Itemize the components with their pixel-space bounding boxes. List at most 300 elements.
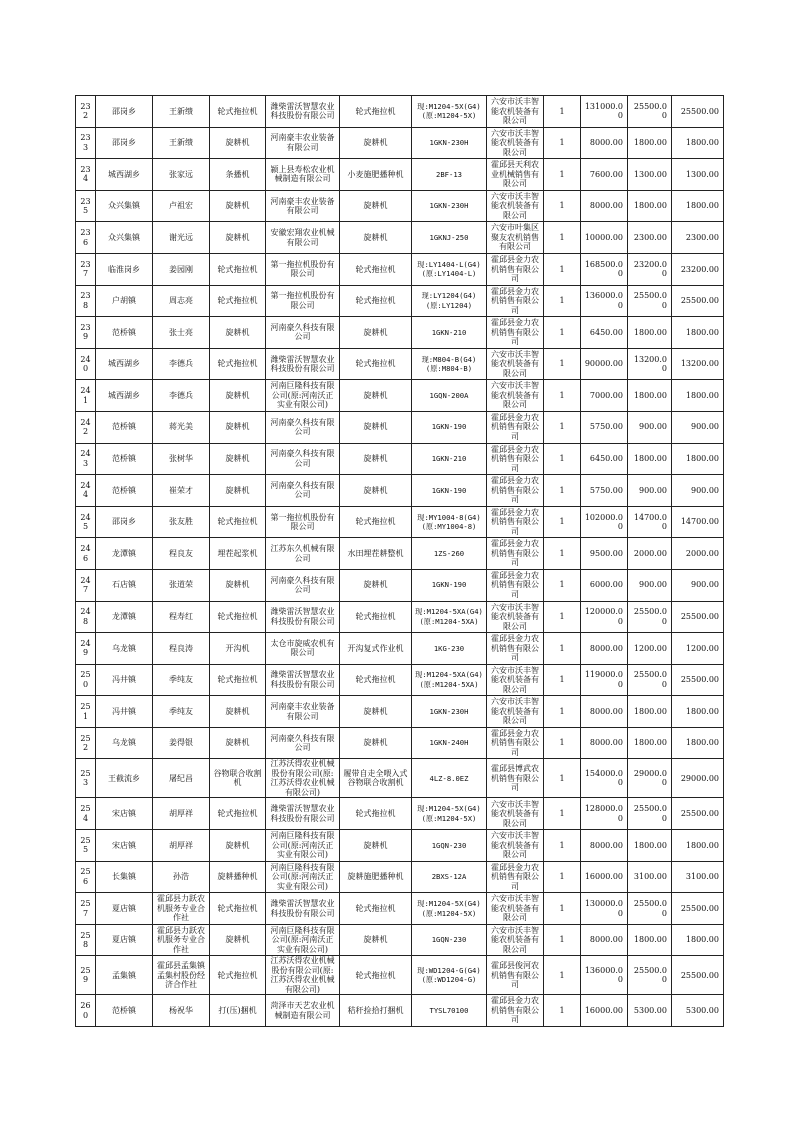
total-subsidy-cell: 1800.00	[672, 127, 724, 159]
model-cell: 1GKN-190	[412, 475, 487, 507]
manufacturer-cell: 潍柴雷沃智慧农业科技股份有限公司	[266, 601, 340, 633]
township-cell: 乌龙镇	[96, 727, 153, 759]
subsidy-table	[75, 95, 724, 1027]
dealer-cell: 霍邱县金力农机销售有限公司	[487, 285, 544, 317]
sale-price-cell: 6450.00	[581, 317, 628, 349]
machine-category-cell: 旋耕机	[210, 411, 266, 443]
dealer-cell: 六安市沃丰智能农机装备有限公司	[487, 664, 544, 696]
table-row	[76, 759, 724, 798]
sale-price-cell: 119000.00	[581, 664, 628, 696]
quantity-cell: 1	[544, 893, 581, 925]
machine-category-cell: 轮式拖拉机	[210, 798, 266, 830]
product-name-cell: 轮式拖拉机	[340, 506, 412, 538]
township-cell: 夏店镇	[96, 924, 153, 956]
machine-category-cell: 埋茬起浆机	[210, 538, 266, 570]
model-cell: 现:WD1204-G(G4)(原:WD1204-G)	[412, 956, 487, 995]
total-subsidy-cell: 1800.00	[672, 924, 724, 956]
dealer-cell: 六安市沃丰智能农机装备有限公司	[487, 96, 544, 128]
township-cell: 范桥镇	[96, 995, 153, 1027]
total-subsidy-cell: 23200.00	[672, 253, 724, 285]
table-row	[76, 190, 724, 222]
table-row	[76, 830, 724, 862]
table-row	[76, 538, 724, 570]
product-name-cell: 秸秆捡拾打捆机	[340, 995, 412, 1027]
row-number-cell: 255	[76, 830, 96, 862]
dealer-cell: 霍邱县金力农机销售有限公司	[487, 569, 544, 601]
product-name-cell: 轮式拖拉机	[340, 601, 412, 633]
product-name-cell: 旋耕机	[340, 190, 412, 222]
machine-category-cell: 开沟机	[210, 633, 266, 665]
dealer-cell: 六安市沃丰智能农机装备有限公司	[487, 190, 544, 222]
manufacturer-cell: 第一拖拉机股份有限公司	[266, 506, 340, 538]
row-number-cell: 260	[76, 995, 96, 1027]
dealer-cell: 霍邱县金力农机销售有限公司	[487, 443, 544, 475]
manufacturer-cell: 河南巨隆科技有限公司(原:河南沃正实业有限公司)	[266, 861, 340, 893]
manufacturer-cell: 潍柴雷沃智慧农业科技股份有限公司	[266, 96, 340, 128]
model-cell: 1KG-230	[412, 633, 487, 665]
model-cell: 1GQN-230	[412, 924, 487, 956]
manufacturer-cell: 河南豪久科技有限公司	[266, 727, 340, 759]
model-cell: 1GKN-210	[412, 443, 487, 475]
product-name-cell: 轮式拖拉机	[340, 798, 412, 830]
quantity-cell: 1	[544, 285, 581, 317]
dealer-cell: 霍邱县金力农机销售有限公司	[487, 506, 544, 538]
sale-price-cell: 8000.00	[581, 633, 628, 665]
total-subsidy-cell: 1300.00	[672, 159, 724, 191]
machine-category-cell: 谷物联合收割机	[210, 759, 266, 798]
quantity-cell: 1	[544, 727, 581, 759]
quantity-cell: 1	[544, 759, 581, 798]
sale-price-cell: 168500.00	[581, 253, 628, 285]
dealer-cell: 六安市沃丰智能农机装备有限公司	[487, 798, 544, 830]
model-cell: 1GKN-210	[412, 317, 487, 349]
buyer-name-cell: 霍邱县力跃农机服务专业合作社	[153, 893, 210, 925]
product-name-cell: 旋耕机	[340, 222, 412, 254]
township-cell: 邵岗乡	[96, 506, 153, 538]
machine-category-cell: 旋耕播种机	[210, 861, 266, 893]
buyer-name-cell: 张家远	[153, 159, 210, 191]
product-name-cell: 旋耕机	[340, 727, 412, 759]
product-name-cell: 旋耕机	[340, 924, 412, 956]
quantity-cell: 1	[544, 506, 581, 538]
product-name-cell: 小麦施肥播种机	[340, 159, 412, 191]
machine-category-cell: 打(压)捆机	[210, 995, 266, 1027]
dealer-cell: 霍邱县金力农机销售有限公司	[487, 475, 544, 507]
sale-price-cell: 6000.00	[581, 569, 628, 601]
central-subsidy-cell: 1800.00	[628, 380, 672, 412]
central-subsidy-cell: 25500.00	[628, 664, 672, 696]
table-row	[76, 924, 724, 956]
row-number-cell: 233	[76, 127, 96, 159]
total-subsidy-cell: 25500.00	[672, 893, 724, 925]
product-name-cell: 履带自走全喂入式谷物联合收割机	[340, 759, 412, 798]
manufacturer-cell: 第一拖拉机股份有限公司	[266, 253, 340, 285]
buyer-name-cell: 姜园刚	[153, 253, 210, 285]
table-body	[76, 96, 724, 1027]
model-cell: 现:MY1004-8(G4)(原:MY1004-8)	[412, 506, 487, 538]
total-subsidy-cell: 29000.00	[672, 759, 724, 798]
total-subsidy-cell: 900.00	[672, 569, 724, 601]
manufacturer-cell: 河南巨隆科技有限公司(原:河南沃正实业有限公司)	[266, 830, 340, 862]
sale-price-cell: 90000.00	[581, 348, 628, 380]
buyer-name-cell: 胡厚祥	[153, 798, 210, 830]
dealer-cell: 霍邱县金力农机销售有限公司	[487, 633, 544, 665]
quantity-cell: 1	[544, 664, 581, 696]
buyer-name-cell: 王新缋	[153, 127, 210, 159]
model-cell: 1ZS-260	[412, 538, 487, 570]
quantity-cell: 1	[544, 411, 581, 443]
table-row	[76, 411, 724, 443]
township-cell: 孟集镇	[96, 956, 153, 995]
model-cell: 1GKNJ-250	[412, 222, 487, 254]
dealer-cell: 六安市沃丰智能农机装备有限公司	[487, 893, 544, 925]
product-name-cell: 轮式拖拉机	[340, 96, 412, 128]
product-name-cell: 旋耕机	[340, 127, 412, 159]
sale-price-cell: 16000.00	[581, 861, 628, 893]
township-cell: 范桥镇	[96, 443, 153, 475]
sale-price-cell: 8000.00	[581, 696, 628, 728]
dealer-cell: 霍邱县金力农机销售有限公司	[487, 727, 544, 759]
row-number-cell: 258	[76, 924, 96, 956]
machine-category-cell: 轮式拖拉机	[210, 285, 266, 317]
row-number-cell: 241	[76, 380, 96, 412]
row-number-cell: 253	[76, 759, 96, 798]
sale-price-cell: 7600.00	[581, 159, 628, 191]
sale-price-cell: 7000.00	[581, 380, 628, 412]
buyer-name-cell: 张士亮	[153, 317, 210, 349]
central-subsidy-cell: 25500.00	[628, 285, 672, 317]
row-number-cell: 245	[76, 506, 96, 538]
row-number-cell: 256	[76, 861, 96, 893]
central-subsidy-cell: 1800.00	[628, 924, 672, 956]
sale-price-cell: 8000.00	[581, 924, 628, 956]
product-name-cell: 旋耕机	[340, 475, 412, 507]
central-subsidy-cell: 25500.00	[628, 96, 672, 128]
quantity-cell: 1	[544, 190, 581, 222]
product-name-cell: 轮式拖拉机	[340, 253, 412, 285]
quantity-cell: 1	[544, 127, 581, 159]
township-cell: 宋店镇	[96, 798, 153, 830]
sale-price-cell: 136000.00	[581, 956, 628, 995]
sale-price-cell: 5750.00	[581, 411, 628, 443]
dealer-cell: 六安市沃丰智能农机装备有限公司	[487, 830, 544, 862]
manufacturer-cell: 江苏沃得农业机械股份有限公司(原:江苏沃得农业机械有限公司)	[266, 759, 340, 798]
product-name-cell: 轮式拖拉机	[340, 285, 412, 317]
row-number-cell: 254	[76, 798, 96, 830]
table-row	[76, 569, 724, 601]
total-subsidy-cell: 1800.00	[672, 696, 724, 728]
model-cell: 1GKN-190	[412, 569, 487, 601]
dealer-cell: 六安市沃丰智能农机装备有限公司	[487, 380, 544, 412]
machine-category-cell: 条播机	[210, 159, 266, 191]
sale-price-cell: 16000.00	[581, 995, 628, 1027]
central-subsidy-cell: 1300.00	[628, 159, 672, 191]
manufacturer-cell: 河南豪久科技有限公司	[266, 475, 340, 507]
model-cell: 1GKN-230H	[412, 190, 487, 222]
product-name-cell: 轮式拖拉机	[340, 893, 412, 925]
buyer-name-cell: 谢光远	[153, 222, 210, 254]
central-subsidy-cell: 25500.00	[628, 893, 672, 925]
manufacturer-cell: 河南豪丰农业装备有限公司	[266, 696, 340, 728]
dealer-cell: 霍邱县博武农机销售有限公司	[487, 759, 544, 798]
table-row	[76, 995, 724, 1027]
table-row	[76, 861, 724, 893]
machine-category-cell: 轮式拖拉机	[210, 601, 266, 633]
table-row	[76, 664, 724, 696]
sale-price-cell: 8000.00	[581, 830, 628, 862]
model-cell: 1GKN-190	[412, 411, 487, 443]
total-subsidy-cell: 2300.00	[672, 222, 724, 254]
table-row	[76, 601, 724, 633]
quantity-cell: 1	[544, 569, 581, 601]
machine-category-cell: 旋耕机	[210, 380, 266, 412]
machine-category-cell: 旋耕机	[210, 830, 266, 862]
row-number-cell: 236	[76, 222, 96, 254]
manufacturer-cell: 河南豪久科技有限公司	[266, 443, 340, 475]
product-name-cell: 开沟复式作业机	[340, 633, 412, 665]
model-cell: 现:LY1204(G4)(原:LY1204)	[412, 285, 487, 317]
total-subsidy-cell: 25500.00	[672, 285, 724, 317]
total-subsidy-cell: 900.00	[672, 475, 724, 507]
township-cell: 冯井镇	[96, 696, 153, 728]
manufacturer-cell: 潍柴雷沃智慧农业科技股份有限公司	[266, 664, 340, 696]
buyer-name-cell: 胡厚祥	[153, 830, 210, 862]
dealer-cell: 霍邱县金力农机销售有限公司	[487, 317, 544, 349]
total-subsidy-cell: 25500.00	[672, 798, 724, 830]
total-subsidy-cell: 1800.00	[672, 317, 724, 349]
central-subsidy-cell: 13200.00	[628, 348, 672, 380]
manufacturer-cell: 河南巨隆科技有限公司(原:河南沃正实业有限公司)	[266, 924, 340, 956]
township-cell: 宋店镇	[96, 830, 153, 862]
model-cell: 2BXS-12A	[412, 861, 487, 893]
row-number-cell: 238	[76, 285, 96, 317]
model-cell: 1GKN-230H	[412, 127, 487, 159]
total-subsidy-cell: 2000.00	[672, 538, 724, 570]
quantity-cell: 1	[544, 159, 581, 191]
quantity-cell: 1	[544, 601, 581, 633]
buyer-name-cell: 张友胜	[153, 506, 210, 538]
township-cell: 范桥镇	[96, 475, 153, 507]
row-number-cell: 250	[76, 664, 96, 696]
township-cell: 邵岗乡	[96, 96, 153, 128]
model-cell: 4LZ-8.0EZ	[412, 759, 487, 798]
quantity-cell: 1	[544, 798, 581, 830]
model-cell: 现:M1204-5X(G4)(原:M1204-5X)	[412, 96, 487, 128]
manufacturer-cell: 潍柴雷沃智慧农业科技股份有限公司	[266, 798, 340, 830]
quantity-cell: 1	[544, 253, 581, 285]
total-subsidy-cell: 1200.00	[672, 633, 724, 665]
buyer-name-cell: 季纯友	[153, 696, 210, 728]
sale-price-cell: 8000.00	[581, 190, 628, 222]
central-subsidy-cell: 14700.00	[628, 506, 672, 538]
township-cell: 冯井镇	[96, 664, 153, 696]
machine-category-cell: 旋耕机	[210, 222, 266, 254]
sale-price-cell: 10000.00	[581, 222, 628, 254]
table-row	[76, 696, 724, 728]
central-subsidy-cell: 3100.00	[628, 861, 672, 893]
model-cell: 1GQN-200A	[412, 380, 487, 412]
central-subsidy-cell: 25500.00	[628, 956, 672, 995]
total-subsidy-cell: 1800.00	[672, 830, 724, 862]
model-cell: 现:LY1404-L(G4)(原:LY1404-L)	[412, 253, 487, 285]
township-cell: 户胡镇	[96, 285, 153, 317]
buyer-name-cell: 王新缋	[153, 96, 210, 128]
township-cell: 范桥镇	[96, 411, 153, 443]
sale-price-cell: 8000.00	[581, 127, 628, 159]
table-row	[76, 159, 724, 191]
manufacturer-cell: 河南豪久科技有限公司	[266, 317, 340, 349]
central-subsidy-cell: 2300.00	[628, 222, 672, 254]
row-number-cell: 234	[76, 159, 96, 191]
table-row	[76, 348, 724, 380]
township-cell: 王截流乡	[96, 759, 153, 798]
model-cell: 现:M1204-5XA(G4)(原:M1204-5XA)	[412, 601, 487, 633]
central-subsidy-cell: 5300.00	[628, 995, 672, 1027]
buyer-name-cell: 崔荣才	[153, 475, 210, 507]
dealer-cell: 六安市沃丰智能农机装备有限公司	[487, 601, 544, 633]
manufacturer-cell: 河南豪丰农业装备有限公司	[266, 190, 340, 222]
quantity-cell: 1	[544, 317, 581, 349]
row-number-cell: 239	[76, 317, 96, 349]
buyer-name-cell: 李德兵	[153, 380, 210, 412]
buyer-name-cell: 卢祖宏	[153, 190, 210, 222]
central-subsidy-cell: 900.00	[628, 569, 672, 601]
table-row	[76, 633, 724, 665]
model-cell: 现:M1204-5XA(G4)(原:M1204-5XA)	[412, 664, 487, 696]
product-name-cell: 旋耕机	[340, 696, 412, 728]
row-number-cell: 243	[76, 443, 96, 475]
central-subsidy-cell: 2000.00	[628, 538, 672, 570]
product-name-cell: 旋耕施肥播种机	[340, 861, 412, 893]
township-cell: 范桥镇	[96, 317, 153, 349]
manufacturer-cell: 河南豪久科技有限公司	[266, 411, 340, 443]
manufacturer-cell: 潍柴雷沃智慧农业科技股份有限公司	[266, 348, 340, 380]
machine-category-cell: 旋耕机	[210, 127, 266, 159]
row-number-cell: 235	[76, 190, 96, 222]
buyer-name-cell: 周志亮	[153, 285, 210, 317]
total-subsidy-cell: 1800.00	[672, 380, 724, 412]
quantity-cell: 1	[544, 443, 581, 475]
sale-price-cell: 5750.00	[581, 475, 628, 507]
row-number-cell: 242	[76, 411, 96, 443]
model-cell: 1GKN-240H	[412, 727, 487, 759]
central-subsidy-cell: 25500.00	[628, 798, 672, 830]
total-subsidy-cell: 1800.00	[672, 190, 724, 222]
row-number-cell: 247	[76, 569, 96, 601]
machine-category-cell: 旋耕机	[210, 924, 266, 956]
manufacturer-cell: 河南巨隆科技有限公司(原:河南沃正实业有限公司)	[266, 380, 340, 412]
machine-category-cell: 旋耕机	[210, 317, 266, 349]
dealer-cell: 六安市沃丰智能农机装备有限公司	[487, 127, 544, 159]
manufacturer-cell: 太仓市旋威农机有限公司	[266, 633, 340, 665]
quantity-cell: 1	[544, 830, 581, 862]
quantity-cell: 1	[544, 995, 581, 1027]
row-number-cell: 246	[76, 538, 96, 570]
model-cell: 现:M804-B(G4)(原:M804-B)	[412, 348, 487, 380]
central-subsidy-cell: 1800.00	[628, 443, 672, 475]
machine-category-cell: 轮式拖拉机	[210, 506, 266, 538]
buyer-name-cell: 张道荣	[153, 569, 210, 601]
buyer-name-cell: 屠纪昌	[153, 759, 210, 798]
row-number-cell: 244	[76, 475, 96, 507]
central-subsidy-cell: 1800.00	[628, 727, 672, 759]
township-cell: 长集镇	[96, 861, 153, 893]
sale-price-cell: 120000.00	[581, 601, 628, 633]
machine-category-cell: 旋耕机	[210, 727, 266, 759]
township-cell: 众兴集镇	[96, 222, 153, 254]
machine-category-cell: 旋耕机	[210, 475, 266, 507]
dealer-cell: 霍邱县金力农机销售有限公司	[487, 995, 544, 1027]
model-cell: 2BF-13	[412, 159, 487, 191]
manufacturer-cell: 潍柴雷沃智慧农业科技股份有限公司	[266, 893, 340, 925]
quantity-cell: 1	[544, 861, 581, 893]
product-name-cell: 旋耕机	[340, 830, 412, 862]
buyer-name-cell: 张树华	[153, 443, 210, 475]
machine-category-cell: 轮式拖拉机	[210, 253, 266, 285]
central-subsidy-cell: 900.00	[628, 411, 672, 443]
row-number-cell: 251	[76, 696, 96, 728]
central-subsidy-cell: 25500.00	[628, 601, 672, 633]
model-cell: 现:M1204-5X(G4)(原:M1204-5X)	[412, 798, 487, 830]
product-name-cell: 水田埋茬耕整机	[340, 538, 412, 570]
sale-price-cell: 8000.00	[581, 727, 628, 759]
total-subsidy-cell: 25500.00	[672, 601, 724, 633]
quantity-cell: 1	[544, 633, 581, 665]
model-cell: 1GKN-230H	[412, 696, 487, 728]
township-cell: 临淮岗乡	[96, 253, 153, 285]
table-row	[76, 727, 724, 759]
machine-category-cell: 旋耕机	[210, 696, 266, 728]
table-row	[76, 475, 724, 507]
product-name-cell: 旋耕机	[340, 380, 412, 412]
quantity-cell: 1	[544, 348, 581, 380]
table-row	[76, 443, 724, 475]
table-row	[76, 96, 724, 128]
table-row	[76, 253, 724, 285]
township-cell: 龙潭镇	[96, 601, 153, 633]
central-subsidy-cell: 1800.00	[628, 190, 672, 222]
table-row	[76, 893, 724, 925]
buyer-name-cell: 蒋光美	[153, 411, 210, 443]
quantity-cell: 1	[544, 924, 581, 956]
township-cell: 石店镇	[96, 569, 153, 601]
product-name-cell: 轮式拖拉机	[340, 664, 412, 696]
total-subsidy-cell: 3100.00	[672, 861, 724, 893]
quantity-cell: 1	[544, 380, 581, 412]
sale-price-cell: 130000.00	[581, 893, 628, 925]
row-number-cell: 257	[76, 893, 96, 925]
machine-category-cell: 轮式拖拉机	[210, 956, 266, 995]
total-subsidy-cell: 14700.00	[672, 506, 724, 538]
total-subsidy-cell: 25500.00	[672, 956, 724, 995]
quantity-cell: 1	[544, 538, 581, 570]
township-cell: 龙潭镇	[96, 538, 153, 570]
buyer-name-cell: 程良涛	[153, 633, 210, 665]
quantity-cell: 1	[544, 475, 581, 507]
central-subsidy-cell: 29000.00	[628, 759, 672, 798]
row-number-cell: 232	[76, 96, 96, 128]
total-subsidy-cell: 900.00	[672, 411, 724, 443]
row-number-cell: 259	[76, 956, 96, 995]
quantity-cell: 1	[544, 696, 581, 728]
machine-category-cell: 轮式拖拉机	[210, 893, 266, 925]
row-number-cell: 249	[76, 633, 96, 665]
table-row	[76, 127, 724, 159]
dealer-cell: 六安市沃丰智能农机装备有限公司	[487, 348, 544, 380]
township-cell: 众兴集镇	[96, 190, 153, 222]
township-cell: 乌龙镇	[96, 633, 153, 665]
township-cell: 邵岗乡	[96, 127, 153, 159]
